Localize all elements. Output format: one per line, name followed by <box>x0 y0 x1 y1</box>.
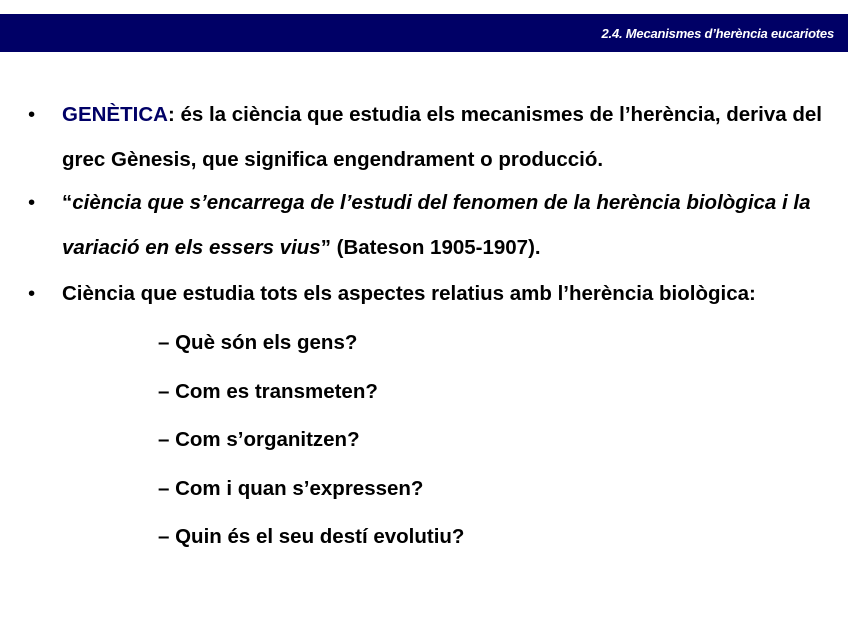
slide-content <box>28 92 838 562</box>
slide-header-title: 2.4. Mecanismes d’herència eucariotes <box>601 26 834 41</box>
bullet-marker: • <box>28 103 36 126</box>
science-aspects-text: Ciència que estudia tots els aspectes relatius amb l’herència biològica: <box>62 282 756 305</box>
bullet-bateson-quote <box>28 180 838 270</box>
close-quote: ” <box>320 236 331 259</box>
bateson-citation: (Bateson 1905-1907). <box>330 236 541 259</box>
bullet-marker: • <box>28 282 36 305</box>
genetica-definition-text: : és la ciència que estudia els mecanismes de l’herència, deriva del grec Gènesis, que significa engendrament o producció. <box>62 103 822 171</box>
bateson-quote-text: ciència que s’encarrega de l’estudi del fenomen de la herència biològica i la variació en els essers vius <box>62 191 811 259</box>
question-item: – Què són els gens? <box>158 331 358 354</box>
bullet-genetica-definition <box>28 92 838 182</box>
bullet-marker: • <box>28 191 36 214</box>
bullet-science-aspects <box>28 271 838 316</box>
slide-header-bar <box>0 14 848 52</box>
question-item: – Quin és el seu destí evolutiu? <box>158 525 465 548</box>
question-item: – Com i quan s’expressen? <box>158 476 424 500</box>
question-list <box>28 319 838 562</box>
term-genetica: GENÈTICA <box>62 103 168 126</box>
open-quote: “ <box>62 191 73 214</box>
question-item: – Com es transmeten? <box>158 379 378 403</box>
question-item: – Com s’organitzen? <box>158 428 360 451</box>
